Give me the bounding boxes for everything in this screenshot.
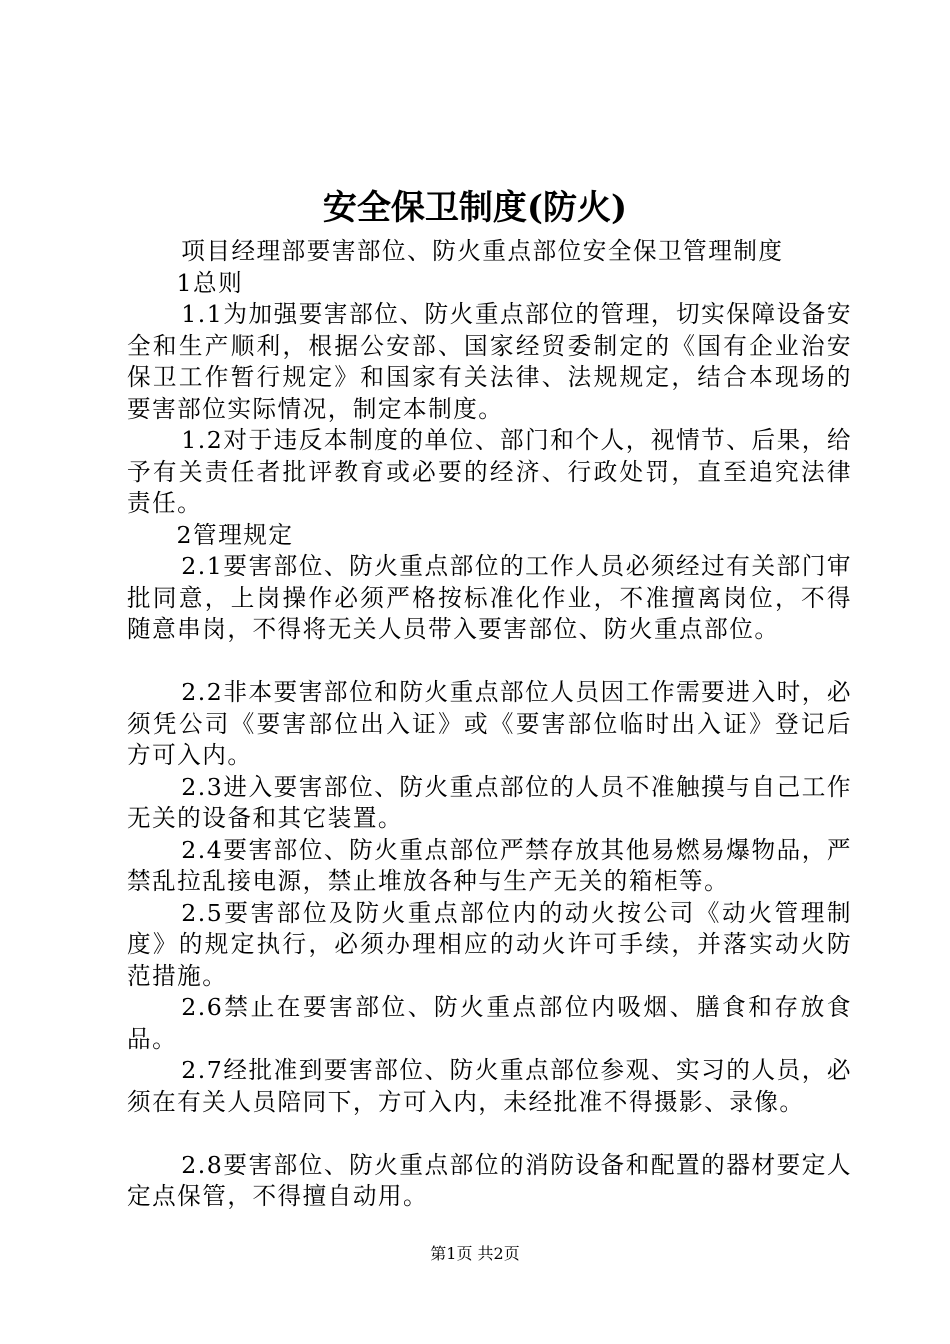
clause-2-5: 2.5要害部位及防火重点部位内的动火按公司《动火管理制度》的规定执行，必须办理相应的动火许可手续，并落实动火防范措施。	[127, 898, 852, 990]
subtitle-paragraph: 项目经理部要害部位、防火重点部位安全保卫管理制度	[181, 237, 784, 265]
section-heading-management: 2管理规定	[176, 520, 294, 549]
clause-1-2: 1.2对于违反本制度的单位、部门和个人，视情节、后果，给予有关责任者批评教育或必要的经济、行政处罚，直至追究法律责任。	[127, 426, 852, 517]
clause-2-7: 2.7经批准到要害部位、防火重点部位参观、实习的人员，必须在有关人员陪同下，方可入内，未经批准不得摄影、录像。	[127, 1056, 852, 1116]
clause-2-6: 2.6禁止在要害部位、防火重点部位内吸烟、膳食和存放食品。	[127, 993, 852, 1053]
clause-2-8: 2.8要害部位、防火重点部位的消防设备和配置的器材要定人定点保管，不得擅自动用。	[127, 1150, 852, 1210]
clause-1-1: 1.1为加强要害部位、防火重点部位的管理，切实保障设备安全和生产顺利，根据公安部、国家经贸委制定的《国有企业治安保卫工作暂行规定》和国家有关法律、法规规定，结合本现场的要害部位实际情况，制定本制度。	[127, 300, 852, 423]
page-footer: 第1页 共2页	[430, 1244, 520, 1263]
clause-2-3: 2.3进入要害部位、防火重点部位的人员不准触摸与自己工作无关的设备和其它装置。	[127, 772, 852, 832]
clause-2-2: 2.2非本要害部位和防火重点部位人员因工作需要进入时，必须凭公司《要害部位出入证》或《要害部位临时出入证》登记后方可入内。	[127, 678, 852, 769]
document-body	[127, 236, 852, 1213]
clause-2-4: 2.4要害部位、防火重点部位严禁存放其他易燃易爆物品，严禁乱拉乱接电源，禁止堆放各种与生产无关的箱柜等。	[127, 835, 852, 895]
clause-2-1: 2.1要害部位、防火重点部位的工作人员必须经过有关部门审批同意，上岗操作必须严格按标准化作业，不准擅离岗位，不得随意串岗，不得将无关人员带入要害部位、防火重点部位。	[127, 552, 852, 643]
document-title: 安全保卫制度(防火)	[322, 188, 628, 228]
section-heading-general: 1总则	[176, 268, 244, 297]
